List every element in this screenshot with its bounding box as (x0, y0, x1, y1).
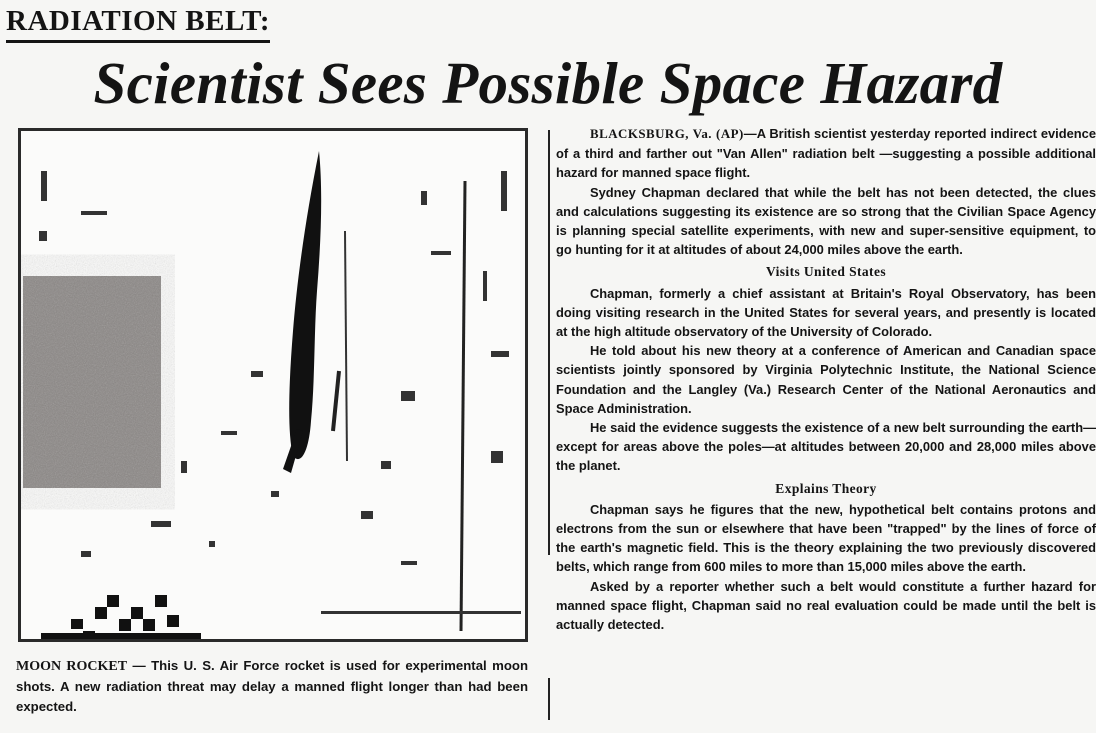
photo-caption-lead: MOON ROCKET (16, 659, 128, 674)
photo-caption (16, 656, 528, 717)
subhead-theory: Explains Theory (775, 480, 877, 496)
article-paragraph: Chapman, formerly a chief assistant at Britain's Royal Observatory, has been doing visiting research in the United States for several years, and presently is located at the high altitude observatory of the University of Colorado. (556, 285, 1096, 340)
column-rule (548, 130, 550, 555)
article-paragraph: Chapman says he figures that the new, hypothetical belt contains protons and electrons from the sun or elsewhere that have been "trapped" by the lines of force of the earth's magnetic field. This is the theory explaining the two previously discovered belts, which range from 600 miles to more than 15,000 miles above the earth. (556, 501, 1096, 575)
article-body (556, 124, 1096, 634)
article-paragraph: Sydney Chapman declared that while the belt has not been detected, the clues and calculations suggesting its existence are so strong that the Civilian Space Agency is planning special satellite experiments, with new and super-sensitive equipment, to go hunting for it at altitudes of about 24,000 miles above the earth. (556, 184, 1096, 258)
article-paragraph: He said the evidence suggests the existence of a new belt surrounding the earth—except for areas above the poles—at altitudes between 20,000 and 28,000 miles above the planet. (556, 420, 1096, 474)
rocket-photo-image (21, 131, 525, 639)
kicker-heading: RADIATION BELT: (6, 4, 270, 43)
subhead-visits: Visits United States (765, 264, 886, 280)
photo-caption-text: — This U. S. Air Force rocket is used for experimental moon shots. A new radiation threat may delay a manned flight longer than had been expected. (16, 658, 529, 714)
headline: Scientist Sees Possible Space Hazard (93, 50, 1003, 116)
column-rule-lower (548, 678, 550, 720)
rocket-photo (18, 128, 528, 642)
article-paragraph: He told about his new theory at a conference of American and Canadian space scientists jointly sponsored by Virginia Polytechnic Institute, the National Science Foundation and the Langley (Va.) Research Center of the National Aeronautics and Space Administration. (556, 343, 1096, 416)
article-paragraph: Asked by a reporter whether such a belt would constitute a further hazard for manned space flight, Chapman said no real evaluation could be made until the belt is actually detected. (556, 578, 1096, 633)
article-paragraph (556, 124, 1096, 183)
dateline: BLACKSBURG, Va. (AP) (590, 127, 744, 141)
lead-paragraph-text: —A British scientist yesterday reported indirect evidence of a third and farther out "Van Allen" radiation belt —suggesting a possible additional hazard for manned space flight. (556, 126, 1096, 181)
